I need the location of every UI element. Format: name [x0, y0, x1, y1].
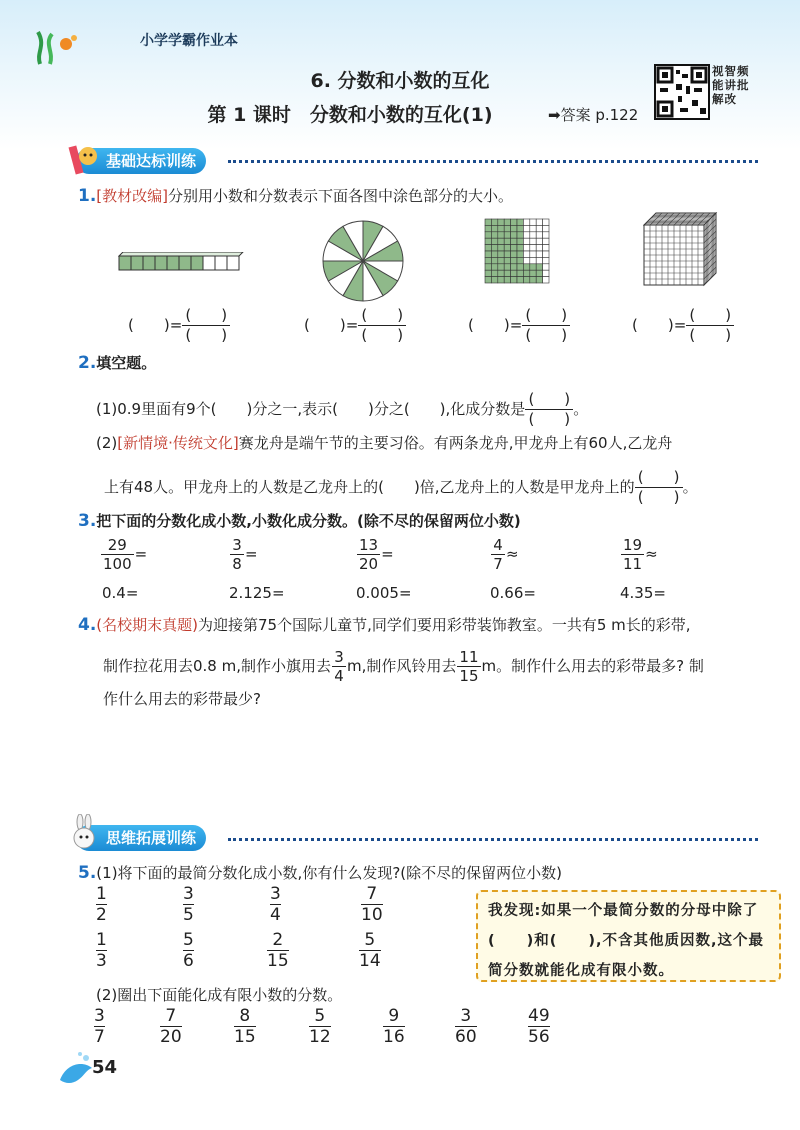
- grid-cell: [504, 257, 510, 263]
- grid-cell: [511, 219, 517, 225]
- grid-cell: [491, 270, 497, 276]
- grid-cell: [485, 232, 491, 238]
- grid-cell: [504, 251, 510, 257]
- grid-cell: [536, 277, 542, 283]
- figure-strip: [118, 252, 244, 272]
- grid-cell: [485, 238, 491, 244]
- grid-cell: [523, 270, 529, 276]
- grid-cell: [523, 264, 529, 270]
- qr-caption: 视智频能讲批解改: [712, 64, 750, 106]
- grid-cell: [543, 277, 549, 283]
- grid-cell: [517, 251, 523, 257]
- dolphin-icon: [56, 1050, 96, 1090]
- grid-cell: [491, 238, 497, 244]
- grid-cell: [485, 257, 491, 263]
- grid-cell: [517, 257, 523, 263]
- grid-cell: [498, 245, 504, 251]
- q5-fraction-r1-2[interactable]: 3 5: [183, 884, 194, 925]
- grid-cell: [543, 238, 549, 244]
- question-2: 2.填空题。: [78, 353, 157, 373]
- grid-cell: [523, 277, 529, 283]
- grid-cell: [543, 232, 549, 238]
- strip-cell: [131, 256, 143, 270]
- grid-cell: [485, 225, 491, 231]
- grid-cell: [543, 225, 549, 231]
- strip-cell: [155, 256, 167, 270]
- grid-cell: [511, 257, 517, 263]
- grid-cell: [511, 238, 517, 244]
- q3-fraction-3[interactable]: $\frac{13}{20}$ =: [359, 536, 394, 573]
- grid-cell: [485, 245, 491, 251]
- section-extend: 思维拓展训练: [76, 825, 206, 851]
- grid-cell: [536, 225, 542, 231]
- grid-cell: [498, 257, 504, 263]
- q3-fraction-4[interactable]: $\frac{4}{7}$ ≈: [490, 536, 519, 573]
- grid-cell: [530, 245, 536, 251]
- grid-cell: [536, 270, 542, 276]
- grid-cell: [517, 264, 523, 270]
- strip-cell: [143, 256, 155, 270]
- q5-circle-fraction-4[interactable]: 5 12: [309, 1006, 331, 1047]
- q3-decimal-5[interactable]: 4.35=: [620, 584, 666, 602]
- grid-cell: [517, 232, 523, 238]
- q5-circle-fraction-1[interactable]: 3 7: [94, 1006, 105, 1047]
- question-4-line2: 制作拉花用去0.8 m,制作小旗用去 $\frac{3}{4}$ m,制作风铃用去 $\frac{11}{15}$ m。制作什么用去的彩带最多? 制: [103, 648, 704, 685]
- grid-cell: [511, 277, 517, 283]
- question-4-line3: 作什么用去的彩带最少?: [103, 690, 261, 708]
- grid-cell: [491, 219, 497, 225]
- grid-cell: [498, 264, 504, 270]
- arrow-right-icon: ➡: [548, 106, 561, 124]
- q5-circle-fraction-7[interactable]: 49 56: [528, 1006, 550, 1047]
- grid-cell: [504, 225, 510, 231]
- grid-cell: [498, 219, 504, 225]
- q2-part-1[interactable]: (1)0.9里面有9个( )分之一,表示( )分之( ),化成分数是 ( ) ( ) 。: [96, 390, 589, 428]
- section-basic: 基础达标训练: [76, 148, 206, 174]
- grid-cell: [498, 270, 504, 276]
- q2-part-2-line1: (2)[新情境·传统文化]赛龙舟是端午节的主要习俗。有两条龙舟,甲龙舟上有60人,乙龙舟: [96, 434, 673, 452]
- grid-cell: [543, 245, 549, 251]
- q1-answer-3[interactable]: ( )= ( ) ( ): [468, 306, 570, 345]
- grid-cell: [543, 219, 549, 225]
- q3-decimal-3[interactable]: 0.005=: [356, 584, 412, 602]
- grid-cell: [504, 270, 510, 276]
- grid-cell: [511, 264, 517, 270]
- strip-cell: [191, 256, 203, 270]
- q5-circle-fraction-6[interactable]: 3 60: [455, 1006, 477, 1047]
- grid-cell: [504, 277, 510, 283]
- grid-cell: [485, 251, 491, 257]
- grid-cell: [498, 232, 504, 238]
- grid-cell: [511, 270, 517, 276]
- grid-cell: [543, 251, 549, 257]
- grid-cell: [491, 232, 497, 238]
- lesson-title: 第 1 课时 分数和小数的互化(1): [207, 104, 493, 126]
- q5-circle-fraction-3[interactable]: 8 15: [234, 1006, 256, 1047]
- section-divider-2: [228, 838, 758, 841]
- grid-cell: [543, 264, 549, 270]
- grid-cell: [517, 277, 523, 283]
- grid-cell: [504, 232, 510, 238]
- seaweed-logo: [30, 26, 80, 66]
- grid-cell: [491, 225, 497, 231]
- qr-code-icon[interactable]: [654, 64, 710, 120]
- grid-cell: [491, 264, 497, 270]
- grid-cell: [511, 251, 517, 257]
- book-title: 小学学霸作业本: [140, 33, 238, 49]
- grid-cell: [523, 225, 529, 231]
- question-4-line1: 4.(名校期末真题)为迎接第75个国际儿童节,同学们要用彩带装饰教室。一共有5 m长的彩带,: [78, 615, 691, 635]
- q5-fraction-r1-3[interactable]: 3 4: [270, 884, 281, 925]
- grid-cell: [504, 264, 510, 270]
- grid-cell: [485, 264, 491, 270]
- q3-decimal-2[interactable]: 2.125=: [229, 584, 285, 602]
- grid-cell: [498, 225, 504, 231]
- q1-answer-1[interactable]: ( )= ( ) ( ): [128, 306, 230, 345]
- grid-cell: [536, 232, 542, 238]
- grid-cell: [536, 264, 542, 270]
- grid-cell: [523, 245, 529, 251]
- strip-cell: [167, 256, 179, 270]
- grid-cell: [491, 257, 497, 263]
- q5-circle-fraction-5[interactable]: 9 16: [383, 1006, 405, 1047]
- q3-fraction-1[interactable]: $\frac{29}{100}$ =: [103, 536, 148, 573]
- grid-cell: [536, 257, 542, 263]
- grid-cell: [517, 238, 523, 244]
- grid-cell: [498, 277, 504, 283]
- grid-cell: [511, 225, 517, 231]
- strip-cell: [215, 256, 227, 270]
- grid-cell: [504, 238, 510, 244]
- grid-cell: [523, 238, 529, 244]
- figure-circle: [320, 218, 406, 304]
- strip-cell: [179, 256, 191, 270]
- question-5: 5.(1)将下面的最简分数化成小数,你有什么发现?(除不尽的保留两位小数): [78, 863, 562, 883]
- grid-cell: [543, 257, 549, 263]
- q3-decimal-4[interactable]: 0.66=: [490, 584, 536, 602]
- q5-fraction-r2-2[interactable]: 5 6: [183, 930, 194, 971]
- q3-fraction-2[interactable]: $\frac{3}{8}$ =: [229, 536, 258, 573]
- grid-cell: [523, 219, 529, 225]
- grid-cell: [498, 251, 504, 257]
- grid-cell: [523, 251, 529, 257]
- strip-cell: [203, 256, 215, 270]
- q2-part-2-line2[interactable]: 上有48人。甲龙舟上的人数是乙龙舟上的( )倍,乙龙舟上的人数是甲龙舟上的 ( ) ( ) 。: [104, 468, 698, 506]
- discovery-box[interactable]: 我发现:如果一个最简分数的分母中除了( )和( ),不含其他质因数,这个最简分数就能化成有限小数。: [476, 890, 781, 982]
- grid-cell: [530, 264, 536, 270]
- figure-grid: [484, 218, 550, 284]
- grid-cell: [491, 245, 497, 251]
- grid-cell: [530, 232, 536, 238]
- q5-fraction-r2-3[interactable]: 2 15: [267, 930, 289, 971]
- grid-cell: [530, 270, 536, 276]
- grid-cell: [543, 270, 549, 276]
- q5-fraction-r2-4[interactable]: 5 14: [359, 930, 381, 971]
- q5-fraction-r2-1[interactable]: 1 3: [96, 930, 107, 971]
- page-number: 54: [92, 1057, 118, 1078]
- grid-cell: [530, 277, 536, 283]
- strip-cell: [119, 256, 131, 270]
- grid-cell: [523, 257, 529, 263]
- grid-cell: [517, 270, 523, 276]
- question-3: 3.把下面的分数化成小数,小数化成分数。(除不尽的保留两位小数): [78, 511, 521, 531]
- grid-cell: [530, 225, 536, 231]
- grid-cell: [530, 257, 536, 263]
- grid-cell: [511, 245, 517, 251]
- figure-cube: [643, 212, 725, 294]
- rabbit-mascot-icon: [66, 814, 100, 854]
- grid-cell: [517, 245, 523, 251]
- grid-cell: [536, 245, 542, 251]
- grid-cell: [536, 251, 542, 257]
- grid-cell: [485, 219, 491, 225]
- strip-cell: [227, 256, 239, 270]
- chapter-title: 6. 分数和小数的互化: [310, 70, 490, 92]
- grid-cell: [530, 219, 536, 225]
- grid-cell: [517, 225, 523, 231]
- grid-cell: [530, 238, 536, 244]
- q5-fraction-r1-1[interactable]: 1 2: [96, 884, 107, 925]
- grid-cell: [491, 277, 497, 283]
- q5-part-2: (2)圈出下面能化成有限小数的分数。: [96, 986, 343, 1004]
- q1-answer-4[interactable]: ( )= ( ) ( ): [632, 306, 734, 345]
- grid-cell: [498, 238, 504, 244]
- q3-decimal-1[interactable]: 0.4=: [102, 584, 139, 602]
- grid-cell: [504, 245, 510, 251]
- question-1: 1.[教材改编]分别用小数和分数表示下面各图中涂色部分的大小。: [78, 186, 514, 206]
- q3-fraction-5[interactable]: $\frac{19}{11}$ ≈: [623, 536, 658, 573]
- grid-cell: [485, 270, 491, 276]
- grid-cell: [530, 251, 536, 257]
- grid-cell: [485, 277, 491, 283]
- grid-cell: [517, 219, 523, 225]
- section-divider: [228, 160, 758, 163]
- grid-cell: [536, 219, 542, 225]
- q5-fraction-r1-4[interactable]: 7 10: [361, 884, 383, 925]
- grid-cell: [511, 232, 517, 238]
- grid-cell: [491, 251, 497, 257]
- strip-top: [119, 252, 243, 256]
- pencil-mascot-icon: [66, 140, 100, 178]
- grid-cell: [504, 219, 510, 225]
- grid-cell: [523, 232, 529, 238]
- q1-answer-2[interactable]: ( )= ( ) ( ): [304, 306, 406, 345]
- q5-circle-fraction-2[interactable]: 7 20: [160, 1006, 182, 1047]
- answer-reference[interactable]: ➡答案 p.122: [548, 106, 639, 124]
- grid-cell: [536, 238, 542, 244]
